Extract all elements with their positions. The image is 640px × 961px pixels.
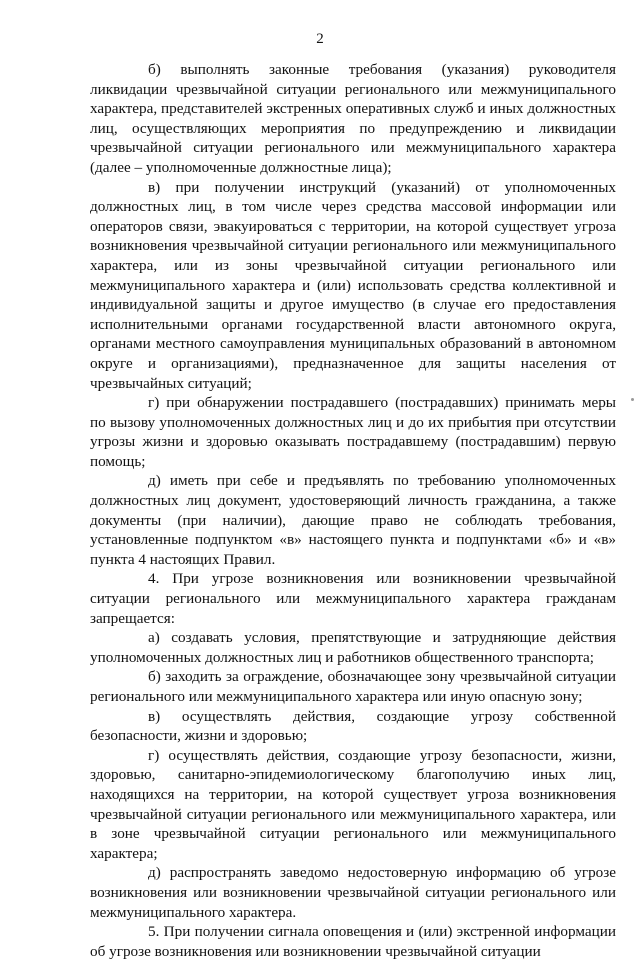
document-body	[90, 60, 616, 961]
paragraph-4d: д) распространять заведомо недостоверную информацию об угрозе возникновения или возникновении чрезвычайной ситуации регионального или межмуниципального характера.	[90, 864, 616, 921]
paragraph-g: г) при обнаружении пострадавшего (пострадавших) принимать меры по вызову уполномоченных должностных лиц и до их прибытия при отсутствии угрозы жизни и здоровью оказывать пострадавшему (пострадавшим) первую помощь;	[90, 394, 616, 470]
paragraph-4g: г) осуществлять действия, создающие угрозу безопасности, жизни, здоровью, санитарно-эпидемиологическому благополучию иных лиц, находящихся на территории, на которой существует угроза возникновения чрезвычайной ситуации регионального или межмуниципального характера, или в зоне чрезвычайной ситуации регионального или межмуниципального характера;	[90, 746, 616, 862]
paragraph-item-5: 5. При получении сигнала оповещения и (или) экстренной информации об угрозе возникновения или возникновении чрезвычайной ситуации	[90, 923, 616, 960]
paragraph-4v: в) осуществлять действия, создающие угрозу собственной безопасности, жизни и здоровью;	[90, 707, 616, 745]
page-number: 2	[316, 31, 324, 47]
paragraph-4b: б) заходить за ограждение, обозначающее зону чрезвычайной ситуации регионального или межмуниципального характера или иную опасную зону;	[90, 668, 616, 705]
paragraph-item-4: 4. При угрозе возникновения или возникновении чрезвычайной ситуации регионального или межмуниципального характера гражданам запрещается:	[90, 570, 616, 627]
paragraph-d: д) иметь при себе и предъявлять по требованию уполномоченных должностных лиц документ, удостоверяющий личность гражданина, а также документы (при наличии), дающие право не соблюдать требования, установленные подпунктом «в» настоящего пункта и подпунктами «б» и «в» пункта 4 настоящих Правил.	[90, 472, 616, 568]
scan-artifact	[631, 398, 634, 401]
paragraph-b: б) выполнять законные требования (указания) руководителя ликвидации чрезвычайной ситуации регионального или межмуниципального характера, представителей экстренных оперативных служб и иных должностных лиц, осуществляющих мероприятия по предупреждению и ликвидации чрезвычайной ситуации регионального или межмуниципального характера (далее – уполномоченные должностные лица);	[90, 61, 616, 176]
paragraph-4a: а) создавать условия, препятствующие и затрудняющие действия уполномоченных должностных лиц и работников общественного транспорта;	[90, 629, 616, 666]
paragraph-v: в) при получении инструкций (указаний) от уполномоченных должностных лиц, в том числе через средства массовой информации или операторов связи, эвакуироваться с территории, на которой существует угроза возникновения чрезвычайной ситуации регионального или межмуниципального характера, или из зоны чрезвычайной ситуации регионального или межмуниципального характера и (или) использовать средства коллективной и индивидуальной защиты и другое имущество (в случае его предоставления исполнительными органами государственной власти автономного округа, органами местного самоуправления муниципальных образований в автономном округе и организациями), предназначенное для защиты населения от чрезвычайных ситуаций;	[90, 178, 616, 392]
